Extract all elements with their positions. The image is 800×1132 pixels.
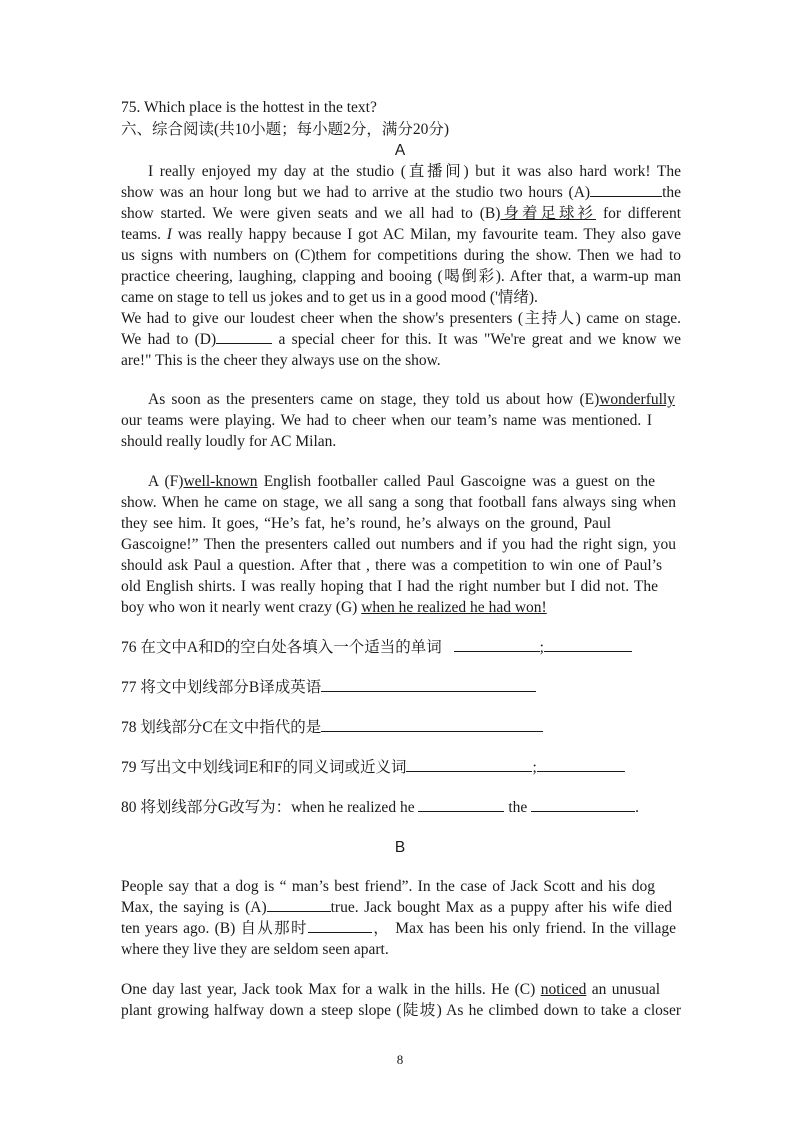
underlined-b: 身着足球衫	[500, 205, 597, 222]
underlined-f: well-known	[183, 473, 258, 490]
answer-blank[interactable]	[454, 637, 540, 652]
passage-a-line: show started. We were given seats and we all had to (B)身着足球衫 for different	[121, 205, 681, 222]
question-75: 75. Which place is the hottest in the text?	[121, 99, 377, 116]
question-79: 79 写出文中划线词E和F的同义词或近义词 ;	[121, 757, 681, 778]
passage-b-line: plant growing halfway down a steep slope (陡坡) As he climbed down to take a closer	[121, 1002, 681, 1019]
underlined-e: wonderfully	[599, 391, 675, 408]
passage-a-line: us signs with numbers on (C)them for competitions during the show. Then we had to	[121, 247, 681, 264]
question-80: 80 将划线部分G改写为：when he realized he the .	[121, 799, 640, 816]
passage-a-line: show. When he came on stage, we all sang a song that football fans always sing when	[121, 494, 676, 511]
passage-a-line: show was an hour long but we had to arrive at the studio two hours (A) the	[121, 184, 681, 201]
answer-blank[interactable]	[418, 797, 504, 812]
underlined-g: when he realized he had won!	[361, 599, 547, 616]
passage-b-label: B	[394, 839, 406, 856]
answer-blank[interactable]	[537, 757, 625, 772]
passage-a-line: boy who won it nearly went crazy (G) when he realized he had won!	[121, 599, 547, 616]
blank-a	[267, 897, 331, 912]
passage-a-line: teams. I was really happy because I got AC Milan, my favourite team. They also gave	[121, 226, 681, 243]
passage-a-line: should really loudly for AC Milan.	[121, 433, 337, 450]
passage-b-line: Max, the saying is (A) true. Jack bought Max as a puppy after his wife died	[121, 899, 672, 916]
blank-b	[308, 918, 372, 933]
passage-a-line: As soon as the presenters came on stage, they told us about how (E)wonderfully	[148, 391, 675, 408]
answer-blank[interactable]	[321, 717, 543, 732]
question-78: 78 划线部分C在文中指代的是	[121, 717, 681, 738]
blank-a	[590, 182, 662, 197]
passage-a-line: Gascoigne!” Then the presenters called out numbers and if you had the right sign, you	[121, 536, 676, 553]
question-76: 76 在文中A和D的空白处各填入一个适当的单词 ;	[121, 637, 681, 658]
passage-b-line: People say that a dog is “ man’s best friend”. In the case of Jack Scott and his dog	[121, 878, 655, 895]
passage-a-line: should ask Paul a question. After that , there was a competition to win one of Paul’s	[121, 557, 662, 574]
passage-a-line: We had to give our loudest cheer when the show's presenters (主持人) came on stage.	[121, 310, 681, 327]
answer-blank[interactable]	[544, 637, 632, 652]
passage-a-line: old English shirts. I was really hoping that I had the right number but I did not. The	[121, 578, 658, 595]
underlined-c: noticed	[540, 981, 587, 998]
passage-a-line: came on stage to tell us jokes and to get us in a good mood ('情绪).	[121, 289, 538, 306]
blank-d	[216, 329, 272, 344]
answer-blank[interactable]	[406, 757, 532, 772]
passage-a-line: We had to (D) a special cheer for this. It was "We're great and we know we	[121, 331, 681, 348]
passage-b-line: One day last year, Jack took Max for a walk in the hills. He (C) noticed an unusual	[121, 981, 661, 998]
section-header: 六、综合阅读(共10小题；每小题2分，满分20分)	[121, 121, 450, 138]
passage-a-line: our teams were playing. We had to cheer when our team’s name was mentioned. I	[121, 412, 652, 429]
passage-a-line: they see him. It goes, “He’s fat, he’s round, he’s always on the ground, Paul	[121, 515, 611, 532]
answer-blank[interactable]	[531, 797, 635, 812]
passage-a-line: A (F)well-known English footballer called Paul Gascoigne was a guest on the	[148, 473, 656, 490]
passage-b-line: ten years ago. (B) 自从那时 ， Max has been his only friend. In the village	[121, 920, 677, 937]
page-number: 8	[396, 1052, 404, 1067]
passage-a-label: A	[394, 142, 406, 159]
passage-b-line: where they live they are seldom seen apart.	[121, 941, 389, 958]
question-77: 77 将文中划线部分B译成英语	[121, 677, 681, 698]
passage-a-line: are!" This is the cheer they always use on the show.	[121, 352, 441, 369]
passage-a-line: practice cheering, laughing, clapping and booing (喝倒彩). After that, a warm-up man	[121, 268, 681, 285]
passage-a-line: I really enjoyed my day at the studio (直播间) but it was also hard work! The	[148, 163, 681, 180]
answer-blank[interactable]	[321, 677, 536, 692]
